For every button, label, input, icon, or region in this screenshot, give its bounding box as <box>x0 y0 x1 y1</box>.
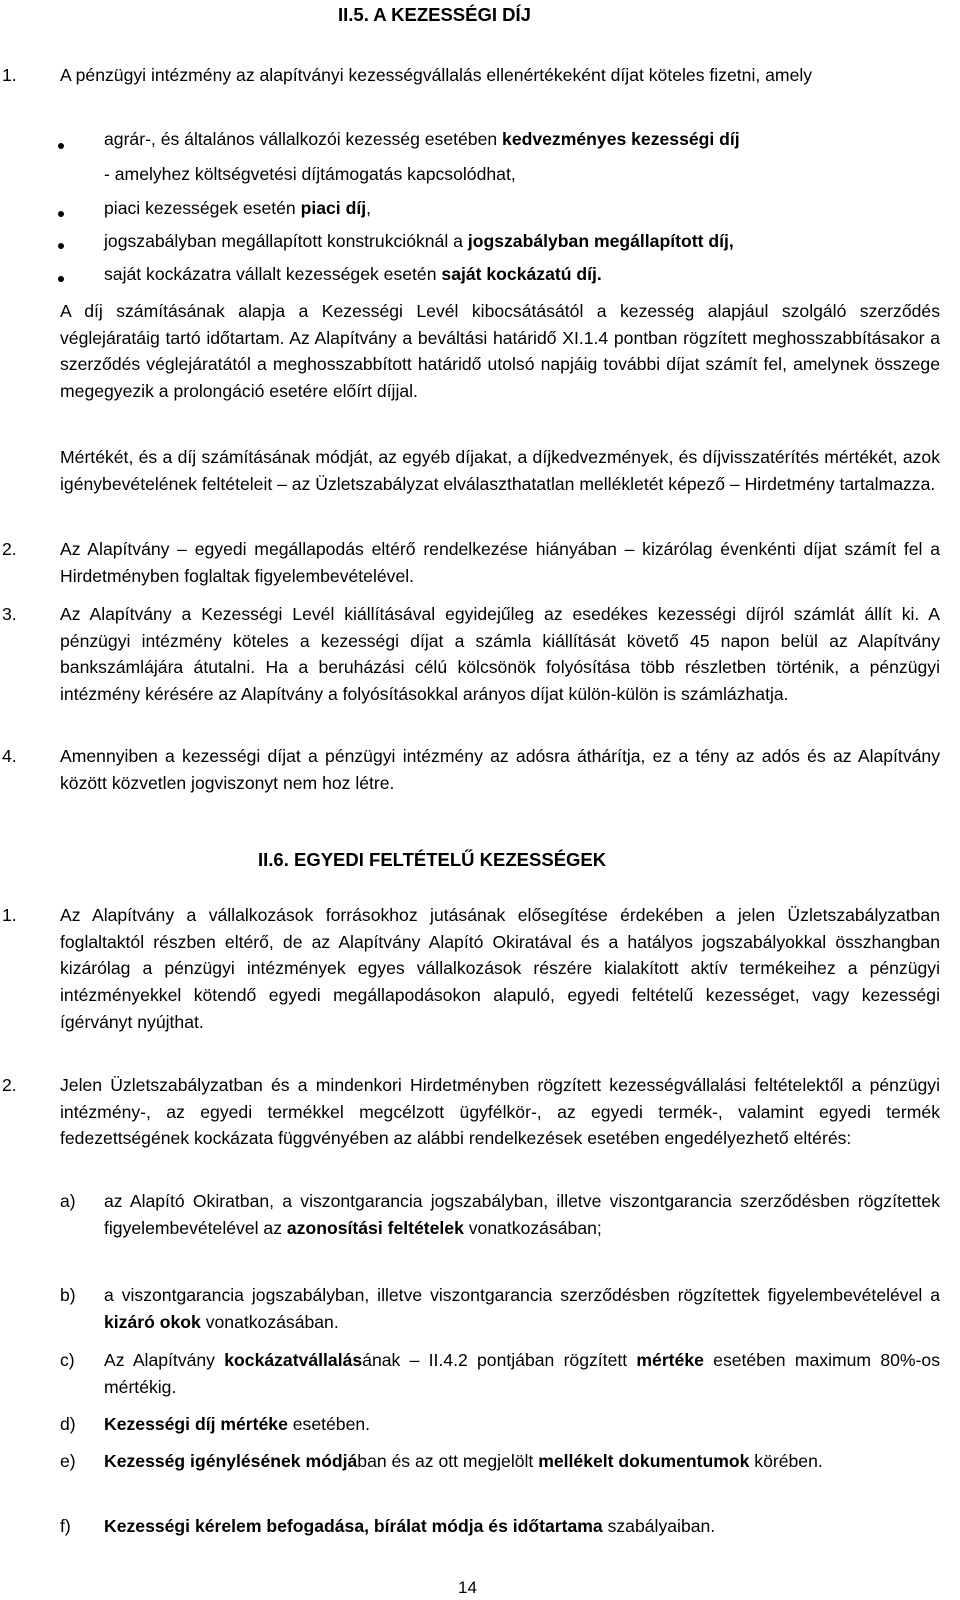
paragraph-athoritas: Amennyiben a kezességi díjat a pénzügyi intézmény az adósra áthárítja, ez a tény az adós és az Alapítvány között közvetlen jogviszonyt nem hoz létre. <box>60 746 940 793</box>
bullet-text: agrár-, és általános vállalkozói kezesség esetében <box>104 129 503 149</box>
list-label-e: e) <box>60 1451 76 1471</box>
list-text: esetében maximum 80%-os mértékig. <box>104 1350 940 1397</box>
list-text: esetében. <box>287 1414 371 1434</box>
bullet-icon <box>58 211 64 217</box>
list-text: körében. <box>749 1451 823 1471</box>
paragraph-elteres: Jelen Üzletszabályzatban és a mindenkori Hirdetményben rögzített kezességvállalási feltételektől a pénzügyi intézmény-, az egyedi termékkel megcélzott ügyfélkör-, az egyedi termék-, valamint egyedi termék fedezettségének kockázata függvényében az alábbi rendelkezések esetében engedélyezhető eltérés: <box>60 1075 940 1149</box>
list-bold-text: mértéke <box>636 1350 704 1370</box>
list-text: ban és az ott megjelölt <box>357 1451 539 1471</box>
bullet-text: , <box>366 198 371 218</box>
bullet-bold-text: jogszabályban megállapított díj, <box>467 231 734 251</box>
bullet-item-kedvezmenyes <box>104 122 940 191</box>
list-label-f: f) <box>60 1516 71 1536</box>
item-number-2: 2. <box>2 539 17 559</box>
bullet-text-continuation: - amelyhez költségvetési díjtámogatás kapcsolódhat, <box>104 163 516 184</box>
bullet-bold-text: kedvezményes kezességi díj <box>502 129 740 149</box>
list-text: a viszontgarancia jogszabályban, illetve viszontgarancia szerződésben rögzítettek figyelembevételével a <box>104 1285 940 1305</box>
list-item-e <box>104 1448 940 1475</box>
list-label-d: d) <box>60 1414 76 1434</box>
paragraph-egyedi-kezesseg: Az Alapítvány a vállalkozások forrásokhoz jutásának elősegítése érdekében a jelen Üzletszabályzatban foglaltaktól részben eltérő, de az Alapítvány Alapító Okiratával és a hatályos jogszabályokkal összhangban kizárólag a pénzügyi intézmények egyes vállalkozások részére kialakított aktív termékeihez a pénzügyi intézményekkel kötendő egyedi megállapodásokon alapuló, egyedi feltételű kezességet, vagy kezességi ígérványt nyújthat. <box>60 905 940 1032</box>
list-text: vonatkozásában; <box>463 1217 602 1238</box>
list-bold-text: azonosítási feltételek <box>286 1217 464 1238</box>
list-text: szabályaiban. <box>602 1516 716 1536</box>
paragraph-evenkenti-dij: Az Alapítvány – egyedi megállapodás eltérő rendelkezése hiányában – kizárólag évenkénti díjat számít fel a Hirdetményben foglaltak figyelembevételével. <box>60 539 940 586</box>
bullet-icon <box>58 243 64 249</box>
list-text: vonatkozásában. <box>200 1311 339 1332</box>
list-item-d <box>104 1411 940 1438</box>
bullet-icon <box>58 276 64 282</box>
list-bold-text: Kezességi kérelem befogadása, bírálat módja és időtartama <box>104 1516 603 1536</box>
bullet-bold-text: saját kockázatú díj. <box>441 264 602 284</box>
paragraph-mertek: Mértékét, és a díj számításának módját, az egyéb díjakat, a díjkedvezmények, és díjvisszatérítés mértékét, azok igénybevételének feltételeit – az Üzletszabályzat elválaszthatatlan mellékletét képező – Hirdetmény tartalmazza. <box>60 447 940 494</box>
list-item-b <box>104 1282 940 1335</box>
section-heading-ii5: II.5. A KEZESSÉGI DÍJ <box>338 4 531 25</box>
item-number-1: 1. <box>2 905 17 925</box>
bullet-item-piaci <box>104 191 940 226</box>
list-bold-text: Kezesség igénylésének módjá <box>104 1451 358 1471</box>
list-label-a: a) <box>60 1191 76 1211</box>
list-bold-text: mellékelt dokumentumok <box>538 1451 750 1471</box>
list-bold-text: kizáró okok <box>104 1311 201 1332</box>
bullet-text: jogszabályban megállapított konstrukcióknál a <box>104 231 468 251</box>
list-text: Az Alapítvány <box>104 1350 225 1370</box>
list-label-c: c) <box>60 1350 75 1370</box>
bullet-icon <box>58 143 64 149</box>
item-number-3: 3. <box>2 604 17 624</box>
paragraph-szamla: Az Alapítvány a Kezességi Levél kiállításával egyidejűleg az esedékes kezességi díjról számlát állít ki. A pénzügyi intézmény köteles a kezességi díjat a számla kiállítását követő 45 napon belül az Alapítvány bankszámlájára átutalni. Ha a beruházási célú kölcsönök folyósítása több részletben történik, a pénzügyi intézmény kérésére az Alapítvány a folyósításokkal arányos díjat külön-külön is számlázhatja. <box>60 604 940 705</box>
bullet-item-sajat <box>104 257 940 292</box>
list-bold-text: Kezességi díj mértéke <box>104 1414 288 1434</box>
item-number-2: 2. <box>2 1075 17 1095</box>
bullet-bold-text: piaci díj <box>300 198 367 218</box>
bullet-item-jogszabalyban <box>104 224 940 259</box>
list-text: az Alapító Okiratban, a viszontgarancia jogszabályban, illetve viszontgarancia szerződésben rögzítettek figyelembevételével az <box>104 1191 940 1238</box>
list-item-a <box>104 1188 940 1241</box>
list-label-b: b) <box>60 1285 76 1305</box>
bullet-text: piaci kezességek esetén <box>104 198 301 218</box>
item-number-1: 1. <box>2 65 17 85</box>
list-item-f <box>104 1513 940 1540</box>
list-item-c <box>104 1347 940 1400</box>
list-bold-text: kockázatvállalás <box>224 1350 363 1370</box>
section-heading-ii6: II.6. EGYEDI FELTÉTELŰ KEZESSÉGEK <box>258 849 607 870</box>
paragraph-dij-szamitas: A díj számításának alapja a Kezességi Levél kibocsátásától a kezesség alapjául szolgáló szerződés véglejáratáig tartó időtartam. Az Alapítvány a beváltási határidő XI.1.4 pontban rögzített meghosszabbításakor a szerződés véglejáratától a meghosszabbított határidő utolsó napjáig további díjat számít fel, amelynek összege megegyezik a prolongáció esetére előírt díjjal. <box>60 301 940 402</box>
list-text: ának – II.4.2 pontjában rögzített <box>362 1350 637 1370</box>
page-number: 14 <box>458 1578 477 1597</box>
item-number-4: 4. <box>2 746 17 766</box>
paragraph-intro <box>60 62 940 89</box>
bullet-text: saját kockázatra vállalt kezességek esetén <box>104 264 442 284</box>
intro-text: A pénzügyi intézmény az alapítványi kezességvállalás ellenértékeként díjat köteles fizetni, amely <box>60 65 813 85</box>
